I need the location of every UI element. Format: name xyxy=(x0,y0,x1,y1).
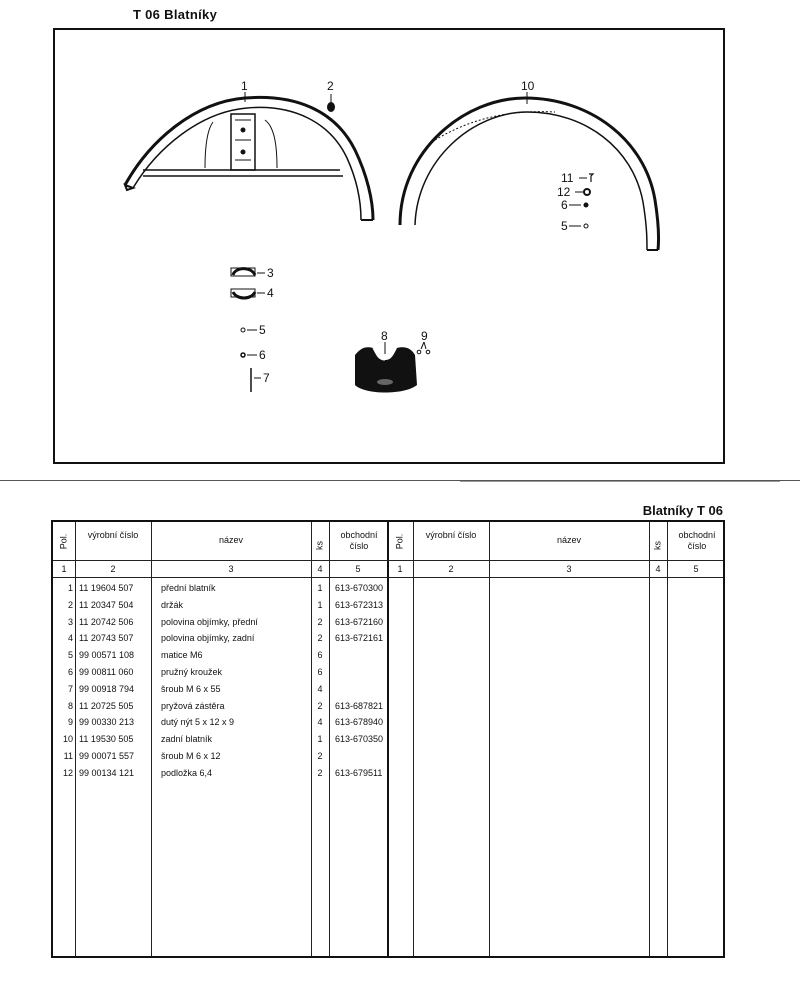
callout-6: 6 xyxy=(259,348,266,362)
callout-3: 3 xyxy=(267,266,274,280)
col-divider xyxy=(667,522,668,956)
header-obchodni-right: obchodní číslo xyxy=(678,530,716,551)
header-vyrobni: výrobní číslo xyxy=(87,530,139,540)
header-divider xyxy=(53,560,723,561)
callout-5: 5 xyxy=(259,323,266,337)
cell-nazev: držák xyxy=(161,599,184,610)
callout-11: 11 xyxy=(561,171,574,185)
callout-1: 1 xyxy=(241,79,248,93)
cell-vyrobni: 11 19530 505 xyxy=(79,734,134,745)
cell-nazev: matice M6 xyxy=(161,650,203,661)
callout-8: 8 xyxy=(381,329,388,343)
col-number: 3 xyxy=(228,564,234,574)
cell-pol: 7 xyxy=(67,683,73,694)
cell-vyrobni: 99 00571 108 xyxy=(79,650,135,661)
cell-ks: 2 xyxy=(317,751,323,761)
header-nazev: název xyxy=(218,535,244,545)
callout-2: 2 xyxy=(327,79,334,93)
cell-vyrobni: 99 00330 213 xyxy=(79,717,135,728)
cell-obchodni: 613-670300 xyxy=(335,583,384,593)
col-number: 2 xyxy=(448,564,454,574)
cell-obchodni: 613-687821 xyxy=(335,700,384,711)
col-number: 1 xyxy=(61,564,67,574)
part-2-drawing xyxy=(327,94,335,112)
header-divider xyxy=(53,577,723,578)
cell-obchodni: 613-670350 xyxy=(335,734,384,745)
cell-pol: 12 xyxy=(62,767,73,778)
callout-12: 12 xyxy=(557,185,571,199)
col-divider xyxy=(649,522,650,956)
table-row xyxy=(53,664,387,680)
callout-10: 10 xyxy=(521,79,535,93)
cell-pol: 2 xyxy=(67,599,73,610)
cell-pol: 11 xyxy=(63,751,73,761)
cell-nazev: podložka 6,4 xyxy=(161,767,213,778)
col-number: 4 xyxy=(317,564,323,574)
col-divider xyxy=(489,522,490,956)
exploded-parts-diagram xyxy=(53,28,725,464)
table-row xyxy=(53,597,387,613)
page-separator-shadow xyxy=(460,481,780,482)
cell-obchodni: 613-672161 xyxy=(335,633,384,644)
callout-5b: 5 xyxy=(561,219,568,233)
cell-vyrobni: 11 19604 507 xyxy=(79,583,134,593)
col-divider-center xyxy=(387,522,389,956)
cell-nazev: šroub M 6 x 12 xyxy=(161,751,221,761)
callout-9: 9 xyxy=(421,329,428,343)
cell-ks: 2 xyxy=(317,767,323,778)
cell-ks: 2 xyxy=(317,700,323,711)
cell-ks: 6 xyxy=(317,650,323,661)
cell-pol: 9 xyxy=(67,717,73,728)
col-divider xyxy=(413,522,414,956)
front-fender-drawing xyxy=(125,97,373,220)
header-ks: ks xyxy=(314,541,325,550)
cell-ks: 4 xyxy=(317,683,323,694)
cell-nazev: pryžová zástěra xyxy=(161,700,225,711)
cell-ks: 2 xyxy=(317,616,323,627)
table-row xyxy=(53,647,387,663)
header-nazev-right: název xyxy=(556,535,582,545)
table-row xyxy=(53,714,387,730)
page-title: T 06 Blatníky xyxy=(133,7,218,22)
cell-pol: 8 xyxy=(67,700,73,711)
cell-ks: 1 xyxy=(317,583,323,593)
col-number: 4 xyxy=(655,564,661,574)
cell-obchodni: 613-672160 xyxy=(335,616,384,627)
cell-obchodni: 613-672313 xyxy=(335,599,384,610)
cell-pol: 10 xyxy=(62,734,73,745)
callout-4: 4 xyxy=(267,286,274,300)
cell-vyrobni: 11 20743 507 xyxy=(79,633,134,644)
table-row xyxy=(53,731,387,747)
cell-vyrobni: 11 20742 506 xyxy=(79,616,134,627)
table-row xyxy=(53,630,387,646)
header-ks-right: ks xyxy=(652,541,663,550)
section-title: Blatníky T 06 xyxy=(642,503,723,518)
col-number: 5 xyxy=(693,564,699,574)
diagram-drawing xyxy=(55,30,723,462)
header-pol: Pol. xyxy=(58,533,69,550)
col-number: 3 xyxy=(566,564,572,574)
cell-vyrobni: 99 00811 060 xyxy=(79,667,134,677)
cell-pol: 4 xyxy=(67,633,73,644)
table-row xyxy=(53,681,387,697)
col-number: 2 xyxy=(110,564,116,574)
table-row xyxy=(53,748,387,764)
cell-nazev: šroub M 6 x 55 xyxy=(161,683,221,694)
cell-nazev: zadní blatník xyxy=(161,734,213,745)
table-row xyxy=(53,765,387,781)
header-obchodni: obchodní číslo xyxy=(340,530,378,551)
mud-flap-drawing xyxy=(355,342,430,393)
header-vyrobni-right: výrobní číslo xyxy=(425,530,477,540)
cell-nazev: polovina objímky, zadní xyxy=(161,633,255,644)
cell-obchodni: 613-679511 xyxy=(335,767,383,778)
cell-pol: 6 xyxy=(67,667,73,677)
col-number: 5 xyxy=(355,564,361,574)
cell-vyrobni: 99 00918 794 xyxy=(79,683,135,694)
col-number: 1 xyxy=(397,564,403,574)
cell-vyrobni: 99 00071 557 xyxy=(79,751,135,761)
cell-nazev: dutý nýt 5 x 12 x 9 xyxy=(161,717,235,728)
cell-nazev: pružný kroužek xyxy=(161,667,223,677)
cell-nazev: polovina objímky, přední xyxy=(161,616,258,627)
clamp-halves-drawing xyxy=(231,268,265,298)
cell-vyrobni: 11 20725 505 xyxy=(79,700,134,711)
cell-obchodni: 613-678940 xyxy=(335,717,384,728)
header-pol-right: Pol. xyxy=(394,533,405,550)
callout-7: 7 xyxy=(263,371,270,385)
cell-pol: 1 xyxy=(67,583,73,593)
table-row xyxy=(53,580,387,596)
cell-ks: 1 xyxy=(317,599,323,610)
table-row xyxy=(53,698,387,714)
cell-pol: 3 xyxy=(67,616,73,627)
cell-ks: 6 xyxy=(317,667,323,677)
cell-ks: 2 xyxy=(317,633,323,644)
rear-fender-drawing xyxy=(400,98,659,250)
cell-pol: 5 xyxy=(67,650,73,661)
callout-6b: 6 xyxy=(561,198,568,212)
cell-vyrobni: 99 00134 121 xyxy=(79,767,135,778)
parts-table xyxy=(51,520,725,958)
table-row xyxy=(53,614,387,630)
cell-ks: 4 xyxy=(317,717,323,728)
small-parts-left xyxy=(241,328,261,392)
cell-vyrobni: 11 20347 504 xyxy=(79,599,134,610)
cell-ks: 1 xyxy=(317,734,323,745)
cell-nazev: přední blatník xyxy=(161,583,216,593)
